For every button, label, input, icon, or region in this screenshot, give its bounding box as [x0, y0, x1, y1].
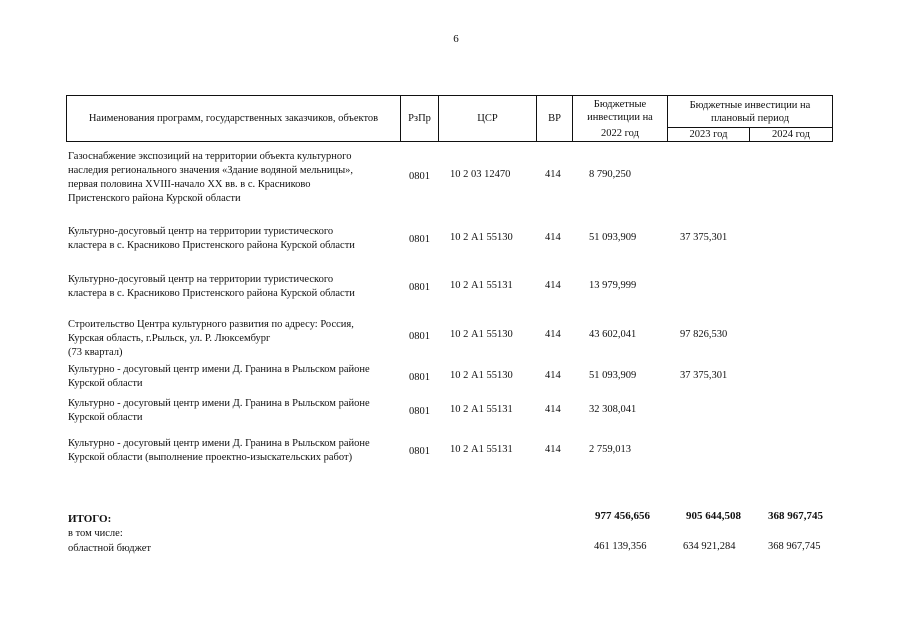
header-2022-line3: 2022 год — [601, 127, 639, 139]
row-0-2022: 8 790,250 — [589, 169, 631, 180]
totals-2023: 905 644,508 — [686, 510, 741, 522]
row-1-2023: 37 375,301 — [680, 232, 728, 243]
header-vr: ВР — [537, 96, 573, 142]
row-2-name — [68, 273, 398, 301]
row-4-name-line: Культурно - досуговый центр имени Д. Гранина в Рыльском районе — [68, 364, 370, 375]
header-2024: 2024 год — [750, 128, 833, 142]
row-4-vr: 414 — [545, 370, 561, 381]
row-4-csr: 10 2 А1 55130 — [450, 370, 513, 381]
regional-budget-label: областной бюджет — [68, 543, 151, 554]
page-number: 6 — [453, 33, 459, 45]
row-1-vr: 414 — [545, 232, 561, 243]
row-0-name-line: Газоснабжение экспозиций на территории объекта культурного — [68, 151, 352, 162]
row-1-csr: 10 2 А1 55130 — [450, 232, 513, 243]
row-5-name — [68, 397, 398, 425]
totals-2022: 977 456,656 — [595, 510, 650, 522]
table-header — [66, 95, 833, 142]
header-2023: 2023 год — [668, 128, 750, 142]
row-3-2023: 97 826,530 — [680, 329, 728, 340]
totals-2024: 368 967,745 — [768, 510, 823, 522]
row-3-csr: 10 2 А1 55130 — [450, 329, 513, 340]
row-5-csr: 10 2 А1 55131 — [450, 404, 513, 415]
row-1-name-line: Культурно-досуговый центр на территории туристического — [68, 226, 334, 237]
row-2-rzpr: 0801 — [409, 282, 430, 293]
row-6-rzpr: 0801 — [409, 446, 430, 457]
totals-label: ИТОГО: — [68, 513, 112, 525]
row-6-name-line: Культурно - досуговый центр имени Д. Гранина в Рыльском районе — [68, 438, 370, 449]
header-plan-period — [668, 96, 833, 128]
header-csr: ЦСР — [439, 96, 537, 142]
row-2-2022: 13 979,999 — [589, 280, 637, 291]
row-5-vr: 414 — [545, 404, 561, 415]
row-4-name — [68, 363, 398, 391]
row-0-csr: 10 2 03 12470 — [450, 169, 511, 180]
row-1-2022: 51 093,909 — [589, 232, 637, 243]
row-5-rzpr: 0801 — [409, 406, 430, 417]
row-5-2022: 32 308,041 — [589, 404, 637, 415]
regional-2024: 368 967,745 — [768, 541, 821, 552]
row-4-name-line: Курской области — [68, 378, 143, 389]
row-2-vr: 414 — [545, 280, 561, 291]
row-0-vr: 414 — [545, 169, 561, 180]
row-4-rzpr: 0801 — [409, 372, 430, 383]
row-1-name — [68, 225, 398, 253]
row-0-name — [68, 150, 398, 206]
header-plan-line1: Бюджетные инвестиции на — [689, 99, 811, 111]
regional-2022: 461 139,356 — [594, 541, 647, 552]
row-3-rzpr: 0801 — [409, 331, 430, 342]
row-5-name-line: Курской области — [68, 412, 143, 423]
header-2022-line2: инвестиции на — [587, 111, 653, 123]
row-2-name-line: кластера в с. Красниково Пристенского района Курской области — [68, 288, 355, 299]
row-4-2023: 37 375,301 — [680, 370, 728, 381]
row-6-name — [68, 437, 398, 465]
including-label: в том числе: — [68, 528, 123, 539]
row-1-name-line: кластера в с. Красниково Пристенского района Курской области — [68, 240, 355, 251]
row-6-vr: 414 — [545, 444, 561, 455]
header-2022-line1: Бюджетные — [593, 98, 647, 110]
row-6-2022: 2 759,013 — [589, 444, 631, 455]
header-rzpr: РзПр — [401, 96, 439, 142]
header-2022 — [573, 96, 668, 142]
row-6-csr: 10 2 А1 55131 — [450, 444, 513, 455]
regional-2023: 634 921,284 — [683, 541, 736, 552]
row-3-name-line: Курская область, г.Рыльск, ул. Р. Люксембург — [68, 333, 271, 344]
row-1-rzpr: 0801 — [409, 234, 430, 245]
row-3-name — [68, 318, 398, 360]
row-0-name-line: наследия регионального значения «Здание водяной мельницы», — [68, 165, 354, 176]
row-0-name-line: Пристенского района Курской области — [68, 193, 241, 204]
row-2-csr: 10 2 А1 55131 — [450, 280, 513, 291]
row-3-2022: 43 602,041 — [589, 329, 637, 340]
row-3-vr: 414 — [545, 329, 561, 340]
header-plan-line2: плановый период — [710, 112, 790, 124]
row-2-name-line: Культурно-досуговый центр на территории туристического — [68, 274, 334, 285]
row-0-name-line: первая половина XVIII-начало XX вв. в с. Красниково — [68, 179, 311, 190]
header-name: Наименования программ, государственных заказчиков, объектов — [67, 96, 401, 142]
row-3-name-line: Строительство Центра культурного развития по адресу: Россия, — [68, 319, 354, 330]
row-3-name-line: (73 квартал) — [68, 347, 123, 358]
row-5-name-line: Культурно - досуговый центр имени Д. Гранина в Рыльском районе — [68, 398, 370, 409]
row-4-2022: 51 093,909 — [589, 370, 637, 381]
row-0-rzpr: 0801 — [409, 171, 430, 182]
row-6-name-line: Курской области (выполнение проектно-изыскательских работ) — [68, 452, 353, 463]
